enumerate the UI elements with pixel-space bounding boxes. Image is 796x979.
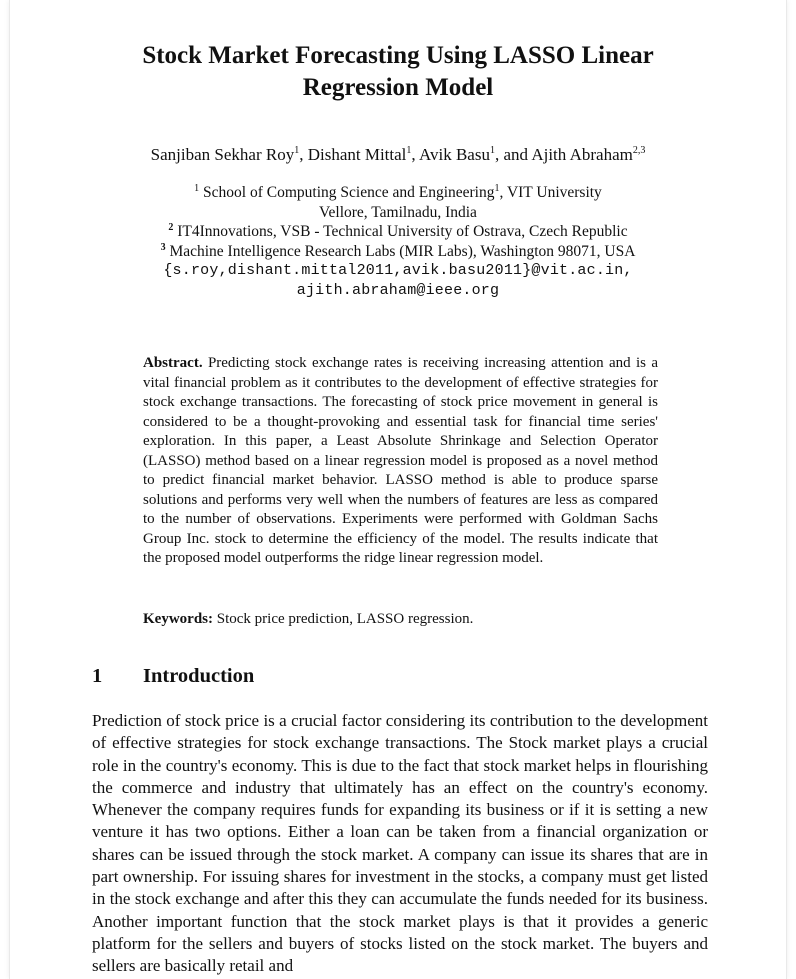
affiliation-text: , VIT University [499,184,602,201]
author-emails-line-1: {s.roy,dishant.mittal2011,avik.basu2011}@vit.ac.in, [163,262,633,279]
author-affiliation-mark: 2,3 [632,145,646,156]
affiliation-mark: 3 [160,241,166,253]
abstract-text: Predicting stock exchange rates is receiving increasing attention and is a vital financial problem as it contributes to the development of effective strategies for stock exchange transactions. The forecasting of stock price movement in general is considered to be a thought-provoking and essential task for financial time series' exploration. In this paper, a Least Absolute Shrinkage and Selection Operator (LASSO) method based on a linear regression model is proposed as a novel method to predict financial market behavior. LASSO method is able to produce sparse solutions and performs very well when the numbers of features are less as compared to the number of observations. Experiments were performed with Goldman Sachs Group Inc. stock to determine the efficiency of the model. The results indicate that the proposed model outperforms the ridge linear regression model. [143,355,658,566]
affiliation-1 [0,183,796,203]
keywords-label: Keywords: [143,611,213,627]
section-number: 1 [92,665,103,687]
affiliation-1-location: Vellore, Tamilnadu, India [319,203,477,221]
section-title: Introduction [143,665,255,687]
author-name: Ajith Abraham [531,145,633,164]
affiliation-2 [0,222,796,242]
author-name: Dishant Mittal [307,145,407,164]
title-line-1: Stock Market Forecasting Using LASSO Linear [142,42,654,69]
section-heading-introduction [92,663,254,689]
affiliation-mark: 1 [194,183,200,194]
affiliation-mark: 1 [494,183,500,194]
keywords-text: Stock price prediction, LASSO regression. [216,611,474,627]
affiliation-text: IT4Innovations, VSB - Technical University of Ostrava, Czech Republic [177,223,628,240]
abstract [143,354,658,569]
affiliations [0,183,796,300]
author-affiliation-mark: 1 [406,145,412,156]
author-affiliation-mark: 1 [294,145,300,156]
author-conjunction: and [503,145,529,164]
author-affiliation-mark: 1 [489,145,495,156]
affiliation-3 [0,242,796,262]
keywords [143,609,658,629]
author-emails-line-2: ajith.abraham@ieee.org [296,281,500,299]
affiliation-text: Machine Intelligence Research Labs (MIR Labs), Washington 98071, USA [169,242,636,260]
affiliation-mark: 2 [168,222,174,233]
paper-title [0,40,796,104]
author-name: Sanjiban Sekhar Roy [150,145,295,164]
author-list: Sanjiban Sekhar Roy$^1$, Dishant Mittal$^1$, Avik Basu$^1$, and Ajith Abraham$^{2,3}$ [150,145,646,164]
introduction-paragraph: Prediction of stock price is a crucial factor considering its contribution to the development of effective strategies for stock exchange transactions. The Stock market plays a crucial role in the country's economy. This is due to the fact that stock market helps in flourishing the commerce and industry that ultimately has an effect on the country's economy. Whenever the company requires funds for expanding its business or if it is setting a new venture it has two options. Either a loan can be taken from a financial organization or shares can be issued through the stock market. A company can issue its shares that are in part ownership. For issuing shares for investment in the stocks, a company must get listed in the stock exchange and after this they can accumulate the funds needed for its business. Another important function that the stock market plays is that it provides a generic platform for the sellers and buyers of stocks listed on the stock market. The buyers and sellers are basically retail and [92,711,708,976]
title-line-2: Regression Model [302,74,494,101]
author-name: Avik Basu [418,145,490,164]
affiliation-text: School of Computing Science and Engineering [203,184,495,201]
abstract-label: Abstract. [143,355,203,371]
